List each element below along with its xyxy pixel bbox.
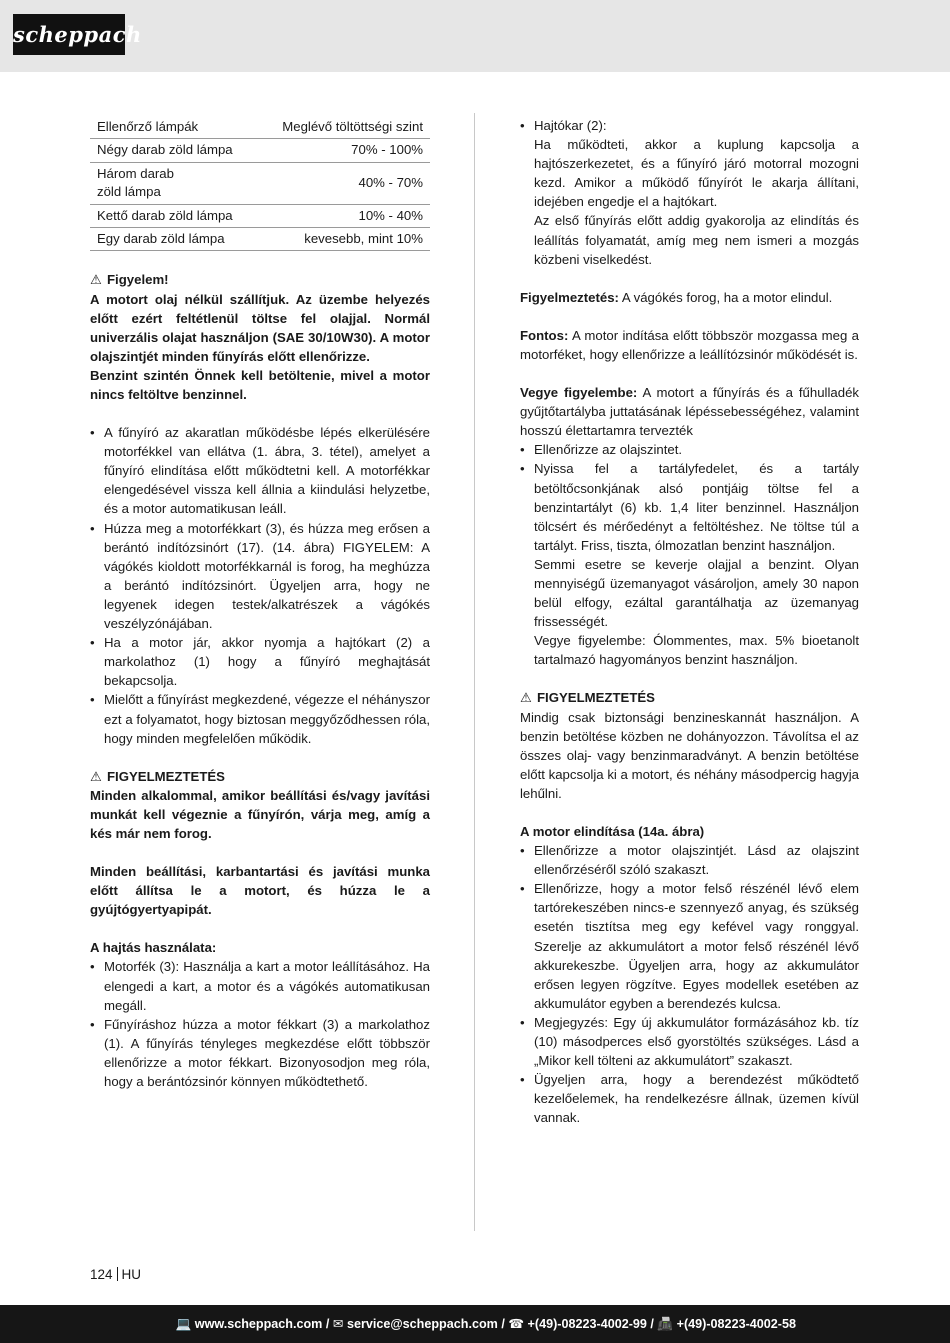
engine-start-bullet-list — [520, 841, 859, 1127]
attention-heading — [90, 270, 430, 289]
important-note — [520, 326, 859, 364]
lever-heading: • Hajtókar (2): — [534, 118, 607, 133]
list-item: • Ellenőrizze, hogy a motor felső részénél lévő elem tartórekeszében nincs-e szennyező anyag, és szükség esetén tisztítsa meg egy kefével vagy ronggyal. Szerelje az akkumulátort a motor felső részénél lévő akkurekeszbe. Ügyeljen arra, hogy az akkumulátor erősen legyen rögzítve. Egyes modellek esetében az akkumulátor egyben a berendezés kulcsa. — [520, 879, 859, 1013]
warning-triangle-icon: ⚠ — [90, 768, 102, 784]
page-number — [90, 1265, 141, 1284]
footer-separator: / — [322, 1317, 333, 1331]
fuel-continuation-2: Vegye figyelembe: Ólommentes, max. 5% bioetanolt tartalmazó hagyományos benzint használjon. — [534, 633, 859, 668]
language-code: HU — [121, 1267, 142, 1282]
table-header-row — [90, 116, 430, 139]
warning-text-2: Minden beállítási, karbantartási és javítási munka előtt állítsa le a motort, és húzza le a gyújtógyertyapipát. — [90, 864, 430, 918]
table-row — [90, 228, 430, 251]
list-item: • Ellenőrizze az olajszintet. — [520, 440, 859, 459]
table-cell: Négy darab zöld lámpa — [90, 139, 257, 162]
phone-icon: ☎ — [508, 1317, 525, 1331]
list-item: • Motorfék (3): Használja a kart a motor leállításához. Ha elengedi a kart, a motor és a vágókés automatikusan megáll. — [90, 957, 430, 1014]
table-cell: Egy darab zöld lámpa — [90, 228, 257, 251]
table-row — [90, 204, 430, 227]
attention-text: A motort olaj nélkül szállítjuk. Az üzembe helyezés előtt ezért feltétlenül töltse fel olajjal. Normál univerzális olajat használjon (SAE 30/10W30). A motor olajszintjét minden fűnyírás előtt ellenőrizze. — [90, 291, 430, 364]
website-link[interactable]: www.scheppach.com — [194, 1317, 323, 1331]
fuel-warning-text: Mindig csak biztonsági benzineskannát használjon. A benzin betöltése közben ne dohányozzon. Távolítsa el az összes olaj- vagy benzinmaradványt. A benzin betöltése előtt kapcsolja ki a motort, és néhány másodpercig hagyja lehűlni. — [520, 709, 859, 801]
list-item: • A fűnyíró az akaratlan működésbe lépés elkerülésére motorfékkel van ellátva (1. ábra, 3. tétel), amelyet a fűnyíró elindítása előtt működtetni kell. A motorfékkar elengedésével vissza kell állnia a kiindulási helyzetbe, és a motor automatikusan leáll. — [90, 423, 430, 518]
list-item: • Húzza meg a motorfékkart (3), és húzza meg erősen a berántó indítózsinórt (17). (14. ábra) FIGYELEM: A vágókés kioldott motorfékkarnál is forog, ha meghúzza a berántó indítózsinórt. Ügyeljen arra, hogy ne legyenek idegen testek/alkatrészek a vágókés veszélyzónájában. — [90, 519, 430, 634]
fax-number: +(49)-08223-4002-58 — [676, 1317, 796, 1331]
list-item: • Fűnyíráshoz húzza a motor fékkart (3) a markolathoz (1). A fűnyírás tényleges megkezdése előtt többször ellenőrizze a motor fékkart. Bizonyosodjon meg róla, hogy a berántózsinór könnyen működtethető. — [90, 1015, 430, 1091]
left-column — [90, 116, 430, 1091]
table-cell: Három darab zöld lámpa — [90, 162, 257, 204]
footer-bar — [0, 1305, 950, 1343]
list-item: • Ügyeljen arra, hogy a berendezést működtető kezelőelemek, ha rendelkezésre állnak, üzemen kívül vannak. — [520, 1070, 859, 1127]
consider-label: Vegye figyelembe: — [520, 385, 638, 401]
computer-icon: 💻 — [175, 1317, 192, 1331]
list-item: • Megjegyzés: Egy új akkumulátor formázásához kb. tíz (10) másodperces első gyorstöltés szükséges. Lásd a „Mikor kell tölteni az akkumulátort” szakaszt. — [520, 1013, 859, 1070]
footer-separator: / — [646, 1317, 658, 1331]
mail-icon: ✉ — [332, 1317, 344, 1331]
list-item: • Ha a motor jár, akkor nyomja a hajtókart (2) a markolathoz (1) hogy a fűnyíró meghajtását bekapcsolja. — [90, 633, 430, 690]
engine-start-title: A motor elindítása (14a. ábra) — [520, 824, 705, 839]
table-cell: 40% - 70% — [257, 162, 430, 204]
warning-title: FIGYELMEZTETÉS — [537, 690, 655, 706]
list-item: • Mielőtt a fűnyírást megkezdené, végezze el néhányszor ezt a folyamatot, hogy biztosan meggyőződhessen róla, hogy minden megfelelően működik. — [90, 690, 430, 747]
fax-icon: 📠 — [657, 1317, 674, 1331]
warning-heading — [90, 767, 430, 786]
attention-title: Figyelem! — [107, 272, 169, 288]
drive-bullet-list — [90, 957, 430, 1091]
blade-warning-text: A vágókés forog, ha a motor elindul. — [621, 289, 833, 305]
list-item — [520, 116, 859, 269]
drive-usage-title: A hajtás használata: — [90, 940, 217, 956]
startup-bullet-list — [90, 423, 430, 748]
warning-text: Minden alkalommal, amikor beállítási és/vagy javítási munkát kell végeznie a fűnyírón, várja meg, amíg a kés már nem forog. — [90, 787, 430, 841]
list-item: • Nyissa fel a tartályfedelet, és a tartály betöltőcsonkjának alsó pontjáig töltse fel a benzintartályt (6) kb. 1,4 liter benzinnel. Használjon tölcsért és mérőedényt a feltöltéshez. Ne töltse túl a tartályt. Friss, tiszta, ólmozatlan benzint használjon. — [520, 459, 859, 554]
important-label: Fontos: — [520, 327, 569, 343]
blade-warning — [520, 288, 859, 307]
footer-separator: / — [497, 1317, 509, 1331]
table-cell: Kettő darab zöld lámpa — [90, 204, 257, 227]
table-cell: 10% - 40% — [257, 204, 430, 227]
header-bar — [0, 0, 950, 72]
warning-triangle-icon: ⚠ — [520, 690, 532, 706]
lever-bullet-list — [520, 116, 859, 269]
brand-logo: scheppach — [13, 14, 125, 55]
consider-note — [520, 383, 859, 440]
page-number-value: 124 — [90, 1267, 113, 1282]
blade-warning-label: Figyelmeztetés: — [520, 289, 619, 305]
consider-text: A motort a fűnyírás és a fűhulladék gyűjtőtartályba juttatásának lépéssebességéhez, valamint hosszú élettartamra tervezték — [520, 385, 860, 439]
table-row — [90, 162, 430, 204]
table-row — [90, 139, 430, 162]
table-cell: 70% - 100% — [257, 139, 430, 162]
lever-text: Ha működteti, akkor a kuplung kapcsolja a hajtószerkezetet, és a fűnyíró járó motorral mozogni kezd. Amikor a működő fűnyírót le akarja állítani, idejében engedje el a hajtókart. — [534, 137, 859, 210]
warning-heading — [520, 688, 859, 707]
phone-number: +(49)-08223-4002-99 — [527, 1317, 647, 1331]
table-header-cell: Meglévő töltöttségi szint — [257, 116, 430, 139]
attention-text-2: Benzint szintén Önnek kell betöltenie, mivel a motor nincs feltöltve benzinnel. — [90, 367, 430, 402]
fuel-bullet-list — [520, 440, 859, 555]
column-divider — [474, 113, 475, 1231]
table-header-cell: Ellenőrző lámpák — [90, 116, 257, 139]
warning-triangle-icon: ⚠ — [90, 272, 102, 288]
email-link[interactable]: service@scheppach.com — [346, 1317, 498, 1331]
important-text: A motor indítása előtt többször mozgassa meg a motorféket, hogy ellenőrizze a leállítózsinór működését is. — [520, 327, 859, 362]
warning-title: FIGYELMEZTETÉS — [107, 768, 225, 784]
table-cell: kevesebb, mint 10% — [257, 228, 430, 251]
right-column — [520, 116, 859, 1128]
lever-text-2: Az első fűnyírás előtt addig gyakorolja az elindítás és leállítás folyamatát, amíg meg nem ismeri a mozgás közbeni viselkedést. — [534, 213, 859, 267]
charge-level-table — [90, 116, 430, 251]
list-item: • Ellenőrizze a motor olajszintjét. Lásd az olajszint ellenőrzéséről szóló szakaszt. — [520, 841, 859, 879]
fuel-continuation: Semmi esetre se keverje olajjal a benzint. Olyan mennyiségű üzemanyagot vásároljon, amely 30 napon belül elfogy, ezáltal garantálhatja az üzemanyag frissességét. — [534, 556, 859, 630]
